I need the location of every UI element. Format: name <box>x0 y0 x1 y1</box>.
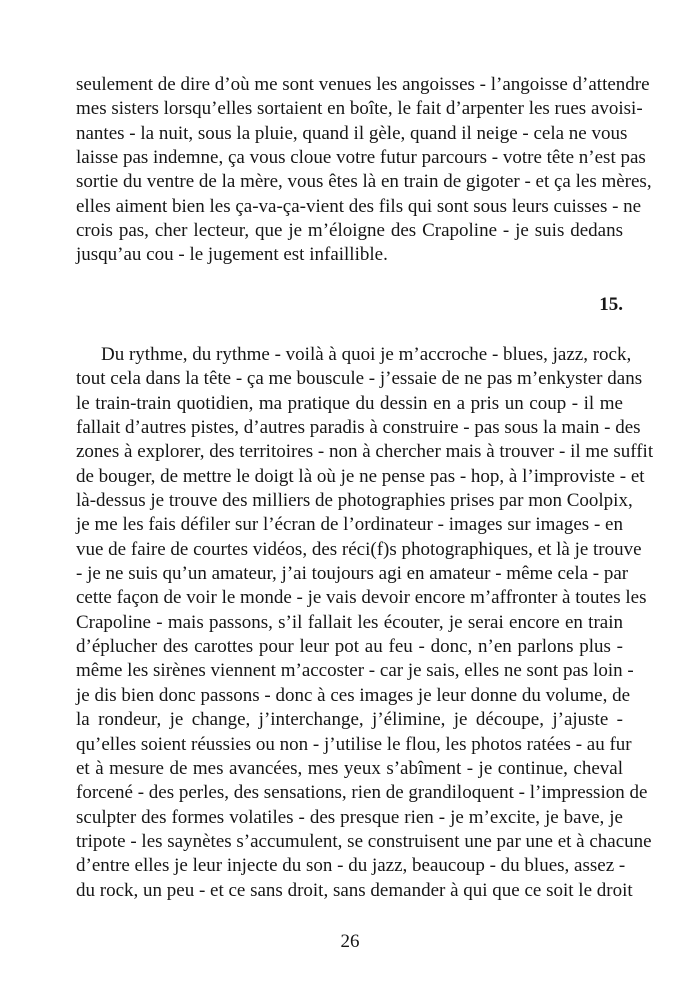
text-line: mes sisters lorsqu’elles sortaient en boîte, le fait d’arpenter les rues avoisi- <box>76 98 643 120</box>
section-number: 15. <box>599 294 623 315</box>
text-line: cette façon de voir le monde - je vais devoir encore m’affronter à toutes les <box>76 587 647 609</box>
text-line: même les sirènes viennent m’accoster - car je sais, elles ne sont pas loin - <box>76 660 634 682</box>
text-line: sculpter des formes volatiles - des presque rien - je m’excite, je bave, je <box>76 806 623 828</box>
page-number: 26 <box>340 931 360 952</box>
text-line: tripote - les saynètes s’accumulent, se construisent une par une et à chacune <box>76 830 652 852</box>
text-line: tout cela dans la tête - ça me bouscule - j’essaie de ne pas m’enkyster dans <box>76 368 643 390</box>
text-line: je dis bien donc passons - donc à ces images je leur donne du volume, de <box>76 684 631 706</box>
text-line: sortie du ventre de la mère, vous êtes là en train de gigoter - et ça les mères, <box>76 171 652 193</box>
text-line: là-dessus je trouve des milliers de photographies prises par mon Coolpix, <box>76 490 633 512</box>
text-line: de bouger, de mettre le doigt là où je ne pense pas - hop, à l’improviste - et <box>76 465 645 487</box>
text-line: crois pas, cher lecteur, que je m’éloigne des Crapoline - je suis dedans <box>76 220 623 242</box>
text-line: elles aiment bien les ça-va-ça-vient des fils qui sont sous leurs cuisses - ne <box>76 195 642 217</box>
text-line: le train-train quotidien, ma pratique du dessin en a pris un coup - il me <box>76 392 623 414</box>
text-line: fallait d’autres pistes, d’autres paradis à construire - pas sous la main - des <box>76 417 641 439</box>
text-line: zones à explorer, des territoires - non à chercher mais à trouver - il me suffit <box>76 441 654 463</box>
text-line: vue de faire de courtes vidéos, des réci(f)s photographiques, et là je trouve <box>76 538 642 560</box>
text-line: du rock, un peu - et ce sans droit, sans demander à qui que ce soit le droit <box>76 879 633 901</box>
text-line: seulement de dire d’où me sont venues les angoisses - l’angoisse d’attendre <box>76 74 650 95</box>
text-line: la rondeur, je change, j’interchange, j’élimine, je découpe, j’ajuste - <box>76 709 623 731</box>
text-line: d’éplucher des carottes pour leur pot au feu - donc, n’en parlons plus - <box>76 636 623 658</box>
paragraph-continued <box>76 73 652 268</box>
text-line: laisse pas indemne, ça vous cloue votre futur parcours - votre tête n’est pas <box>76 147 646 169</box>
text-line: jusqu’au cou - le jugement est infaillible. <box>76 244 388 266</box>
text-line: je me les fais défiler sur l’écran de l’ordinateur - images sur images - en <box>76 514 623 536</box>
text-line: Du rythme, du rythme - voilà à quoi je m’accroche - blues, jazz, rock, <box>101 344 632 365</box>
text-line: Crapoline - mais passons, s’il fallait les écouter, je serai encore en train <box>76 611 623 633</box>
text-line: d’entre elles je leur injecte du son - du jazz, beaucoup - du blues, assez - <box>76 855 626 877</box>
paragraph-section-15 <box>76 343 654 903</box>
text-line: - je ne suis qu’un amateur, j’ai toujours agi en amateur - même cela - par <box>76 563 629 585</box>
text-line: nantes - la nuit, sous la pluie, quand il gèle, quand il neige - cela ne vous <box>76 122 628 144</box>
text-line: forcené - des perles, des sensations, rien de grandiloquent - l’impression de <box>76 782 648 804</box>
text-line: qu’elles soient réussies ou non - j’utilise le flou, les photos ratées - au fur <box>76 733 632 755</box>
text-line: et à mesure de mes avancées, mes yeux s’abîment - je continue, cheval <box>76 757 623 779</box>
